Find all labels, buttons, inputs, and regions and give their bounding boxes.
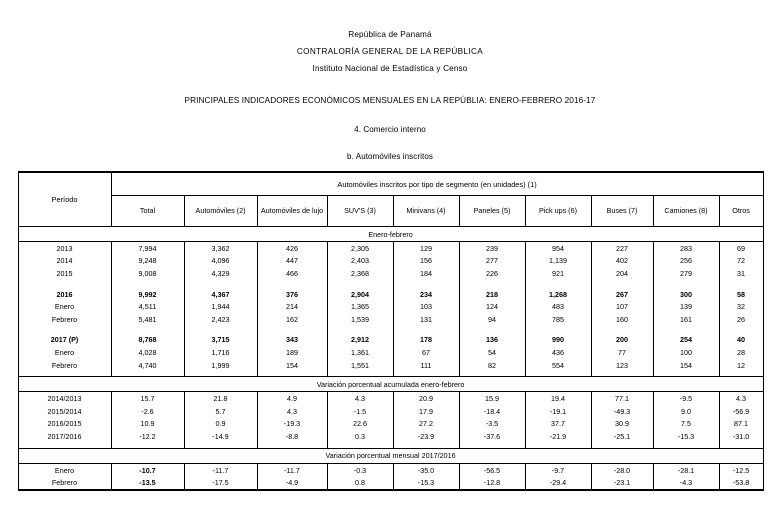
cell-suvs: -1.5 — [327, 405, 393, 418]
row-label: Enero — [18, 463, 111, 476]
cell-buses: 402 — [591, 255, 653, 268]
cell-camiones: 161 — [653, 313, 719, 326]
cell-buses: 30.9 — [591, 418, 653, 431]
column-header-pickups: Pick ups (6) — [525, 196, 591, 227]
cell-otros: 87.1 — [719, 418, 763, 431]
table-row — [18, 392, 763, 405]
cell-buses: -49.3 — [591, 405, 653, 418]
cell-lujo: -8.8 — [257, 430, 327, 443]
row-label: 2016 — [18, 288, 111, 301]
cell-automoviles: 4,367 — [184, 288, 257, 301]
cell-minivans: 20.9 — [393, 392, 459, 405]
cell-suvs: 0.3 — [327, 430, 393, 443]
row-label: Enero — [18, 300, 111, 313]
cell-paneles: 15.9 — [459, 392, 525, 405]
cell-automoviles: 2,423 — [184, 313, 257, 326]
cell-suvs: -0.3 — [327, 463, 393, 476]
column-header-paneles: Paneles (5) — [459, 196, 525, 227]
row-label: 2014/2013 — [18, 392, 111, 405]
row-spacer — [18, 326, 763, 334]
cell-pickups: 1,139 — [525, 255, 591, 268]
cell-minivans: 129 — [393, 242, 459, 255]
cell-buses: 267 — [591, 288, 653, 301]
cell-suvs: 1,551 — [327, 359, 393, 372]
cell-pickups: -29.4 — [525, 476, 591, 490]
cell-total: 9,008 — [111, 267, 184, 280]
cell-automoviles: -14.9 — [184, 430, 257, 443]
cell-paneles: 218 — [459, 288, 525, 301]
cell-lujo: 4.9 — [257, 392, 327, 405]
cell-automoviles: 1,944 — [184, 300, 257, 313]
masthead-department: Instituto Nacional de Estadística y Censo — [312, 64, 468, 73]
column-header-periodo: Período — [18, 172, 111, 227]
cell-lujo: -11.7 — [257, 463, 327, 476]
cell-automoviles: 3,715 — [184, 334, 257, 347]
cell-otros: -56.9 — [719, 405, 763, 418]
band-label-units: Enero-febrero — [18, 227, 763, 242]
cell-automoviles: -11.7 — [184, 463, 257, 476]
column-header-suvs: SUV'S (3) — [327, 196, 393, 227]
row-label: 2017/2016 — [18, 430, 111, 443]
cell-buses: -25.1 — [591, 430, 653, 443]
cell-automoviles: 5.7 — [184, 405, 257, 418]
cell-camiones: 254 — [653, 334, 719, 347]
cell-paneles: 124 — [459, 300, 525, 313]
cell-suvs: 1,539 — [327, 313, 393, 326]
cell-automoviles: -17.5 — [184, 476, 257, 490]
cell-suvs: 1,365 — [327, 300, 393, 313]
cell-total: -13.5 — [111, 476, 184, 490]
cell-paneles: 226 — [459, 267, 525, 280]
cell-minivans: 184 — [393, 267, 459, 280]
table-header — [18, 172, 763, 227]
report-title: PRINCIPALES INDICADORES ECONÓMICOS MENSUALES EN LA REPÚBLIA: ENERO-FEBRERO 2016-17 — [184, 96, 596, 105]
cell-minivans: 178 — [393, 334, 459, 347]
cell-lujo: 343 — [257, 334, 327, 347]
column-header-automoviles-lujo: Automóviles de lujo — [257, 196, 327, 227]
cell-suvs: 1,361 — [327, 346, 393, 359]
table-row — [18, 242, 763, 255]
cell-lujo: 214 — [257, 300, 327, 313]
cell-pickups: 1,268 — [525, 288, 591, 301]
cell-pickups: 954 — [525, 242, 591, 255]
cell-otros: -31.0 — [719, 430, 763, 443]
table-row — [18, 463, 763, 476]
row-label: 2015 — [18, 267, 111, 280]
cell-minivans: -35.0 — [393, 463, 459, 476]
cell-camiones: 154 — [653, 359, 719, 372]
band-row-accumulated — [18, 377, 763, 392]
band-label-accumulated: Variación porcentual acumulada enero-febrero — [18, 377, 763, 392]
cell-otros: 4.3 — [719, 392, 763, 405]
cell-otros: 31 — [719, 267, 763, 280]
cell-lujo: 154 — [257, 359, 327, 372]
cell-pickups: 785 — [525, 313, 591, 326]
cell-camiones: 7.5 — [653, 418, 719, 431]
table-row — [18, 418, 763, 431]
cell-total: 9,248 — [111, 255, 184, 268]
cell-lujo: 189 — [257, 346, 327, 359]
column-header-buses: Buses (7) — [591, 196, 653, 227]
cell-paneles: 136 — [459, 334, 525, 347]
cell-total: 7,994 — [111, 242, 184, 255]
cell-pickups: 990 — [525, 334, 591, 347]
column-group-header: Automóviles inscritos por tipo de segmento (en unidades) (1) — [111, 172, 763, 196]
section-title: 4. Comercio interno — [354, 125, 426, 134]
column-header-total: Total — [111, 196, 184, 227]
masthead-country: República de Panamá — [348, 30, 432, 39]
row-label: 2016/2015 — [18, 418, 111, 431]
table-row — [18, 313, 763, 326]
cell-paneles: -37.6 — [459, 430, 525, 443]
cell-minivans: 131 — [393, 313, 459, 326]
cell-otros: 69 — [719, 242, 763, 255]
cell-suvs: 2,403 — [327, 255, 393, 268]
cell-paneles: 82 — [459, 359, 525, 372]
cell-buses: 200 — [591, 334, 653, 347]
cell-total: 15.7 — [111, 392, 184, 405]
cell-automoviles: 3,362 — [184, 242, 257, 255]
cell-suvs: 2,368 — [327, 267, 393, 280]
table-container — [18, 171, 763, 491]
cell-camiones: -15.3 — [653, 430, 719, 443]
cell-pickups: 921 — [525, 267, 591, 280]
table-row — [18, 334, 763, 347]
cell-automoviles: 4,096 — [184, 255, 257, 268]
cell-pickups: 19.4 — [525, 392, 591, 405]
table-body — [18, 227, 763, 490]
cell-pickups: -19.1 — [525, 405, 591, 418]
cell-minivans: 67 — [393, 346, 459, 359]
cell-buses: 227 — [591, 242, 653, 255]
cell-camiones: -4.3 — [653, 476, 719, 490]
cell-pickups: 483 — [525, 300, 591, 313]
cell-minivans: 27.2 — [393, 418, 459, 431]
masthead — [0, 0, 780, 77]
cell-camiones: 139 — [653, 300, 719, 313]
cell-total: -10.7 — [111, 463, 184, 476]
column-header-camiones: Camiones (8) — [653, 196, 719, 227]
column-header-minivans: Minivans (4) — [393, 196, 459, 227]
cell-lujo: 426 — [257, 242, 327, 255]
column-header-automoviles: Automóviles (2) — [184, 196, 257, 227]
row-label: Febrero — [18, 476, 111, 490]
cell-camiones: 9.0 — [653, 405, 719, 418]
cell-suvs: 2,305 — [327, 242, 393, 255]
cell-pickups: 554 — [525, 359, 591, 372]
cell-buses: 123 — [591, 359, 653, 372]
cell-paneles: 54 — [459, 346, 525, 359]
cell-pickups: -21.9 — [525, 430, 591, 443]
cell-lujo: -4.9 — [257, 476, 327, 490]
cell-paneles: 239 — [459, 242, 525, 255]
cell-camiones: -28.1 — [653, 463, 719, 476]
table-row — [18, 476, 763, 490]
band-row-units — [18, 227, 763, 242]
cell-buses: 77 — [591, 346, 653, 359]
cell-otros: 32 — [719, 300, 763, 313]
table-row — [18, 359, 763, 372]
cell-otros: -53.8 — [719, 476, 763, 490]
cell-minivans: 111 — [393, 359, 459, 372]
row-label: Febrero — [18, 313, 111, 326]
cell-lujo: -19.3 — [257, 418, 327, 431]
row-label: 2014 — [18, 255, 111, 268]
cell-total: 4,028 — [111, 346, 184, 359]
cell-total: 9,992 — [111, 288, 184, 301]
cell-suvs: 2,912 — [327, 334, 393, 347]
table-row — [18, 300, 763, 313]
header-row-columns — [18, 196, 763, 227]
automoviles-inscritos-table — [18, 171, 764, 491]
cell-pickups: -9.7 — [525, 463, 591, 476]
row-label: Enero — [18, 346, 111, 359]
row-spacer — [18, 280, 763, 288]
cell-paneles: -56.5 — [459, 463, 525, 476]
table-row — [18, 288, 763, 301]
cell-total: 4,740 — [111, 359, 184, 372]
cell-camiones: 283 — [653, 242, 719, 255]
cell-buses: 77.1 — [591, 392, 653, 405]
cell-paneles: -18.4 — [459, 405, 525, 418]
cell-paneles: -12.8 — [459, 476, 525, 490]
table-row — [18, 405, 763, 418]
cell-pickups: 436 — [525, 346, 591, 359]
cell-total: -12.2 — [111, 430, 184, 443]
row-label: 2015/2014 — [18, 405, 111, 418]
row-label: Febrero — [18, 359, 111, 372]
cell-camiones: 279 — [653, 267, 719, 280]
column-header-otros: Otros — [719, 196, 763, 227]
cell-otros: 28 — [719, 346, 763, 359]
cell-minivans: 234 — [393, 288, 459, 301]
cell-lujo: 466 — [257, 267, 327, 280]
cell-paneles: 94 — [459, 313, 525, 326]
cell-camiones: 256 — [653, 255, 719, 268]
cell-paneles: 277 — [459, 255, 525, 268]
band-row-monthly — [18, 448, 763, 463]
cell-buses: -28.0 — [591, 463, 653, 476]
cell-pickups: 37.7 — [525, 418, 591, 431]
cell-minivans: 103 — [393, 300, 459, 313]
cell-otros: 58 — [719, 288, 763, 301]
cell-lujo: 447 — [257, 255, 327, 268]
cell-lujo: 4.3 — [257, 405, 327, 418]
cell-buses: 107 — [591, 300, 653, 313]
cell-otros: -12.5 — [719, 463, 763, 476]
cell-camiones: -9.5 — [653, 392, 719, 405]
table-row — [18, 346, 763, 359]
cell-total: 5,481 — [111, 313, 184, 326]
cell-total: 8,768 — [111, 334, 184, 347]
table-row — [18, 255, 763, 268]
cell-otros: 40 — [719, 334, 763, 347]
cell-paneles: -3.5 — [459, 418, 525, 431]
table-row — [18, 430, 763, 443]
cell-lujo: 376 — [257, 288, 327, 301]
cell-otros: 26 — [719, 313, 763, 326]
cell-buses: 204 — [591, 267, 653, 280]
cell-automoviles: 1,716 — [184, 346, 257, 359]
row-label: 2017 (P) — [18, 334, 111, 347]
cell-automoviles: 4,329 — [184, 267, 257, 280]
header-row-group — [18, 172, 763, 196]
table-row — [18, 267, 763, 280]
cell-buses: 160 — [591, 313, 653, 326]
subsection-title: b. Automóviles inscritos — [347, 152, 433, 161]
cell-minivans: 156 — [393, 255, 459, 268]
band-label-monthly: Variación porcentual mensual 2017/2016 — [18, 448, 763, 463]
cell-buses: -23.1 — [591, 476, 653, 490]
cell-minivans: 17.9 — [393, 405, 459, 418]
masthead-institution: CONTRALORÍA GENERAL DE LA REPÚBLICA — [296, 47, 484, 56]
cell-automoviles: 21.8 — [184, 392, 257, 405]
row-label: 2013 — [18, 242, 111, 255]
cell-total: 4,511 — [111, 300, 184, 313]
cell-minivans: -15.3 — [393, 476, 459, 490]
cell-camiones: 300 — [653, 288, 719, 301]
cell-total: 10.9 — [111, 418, 184, 431]
cell-suvs: 4.3 — [327, 392, 393, 405]
cell-total: -2.6 — [111, 405, 184, 418]
cell-lujo: 162 — [257, 313, 327, 326]
cell-automoviles: 1,999 — [184, 359, 257, 372]
cell-suvs: 2,904 — [327, 288, 393, 301]
cell-suvs: 0.8 — [327, 476, 393, 490]
cell-automoviles: 0.9 — [184, 418, 257, 431]
cell-otros: 72 — [719, 255, 763, 268]
cell-camiones: 100 — [653, 346, 719, 359]
cell-minivans: -23.9 — [393, 430, 459, 443]
cell-otros: 12 — [719, 359, 763, 372]
cell-suvs: 22.6 — [327, 418, 393, 431]
